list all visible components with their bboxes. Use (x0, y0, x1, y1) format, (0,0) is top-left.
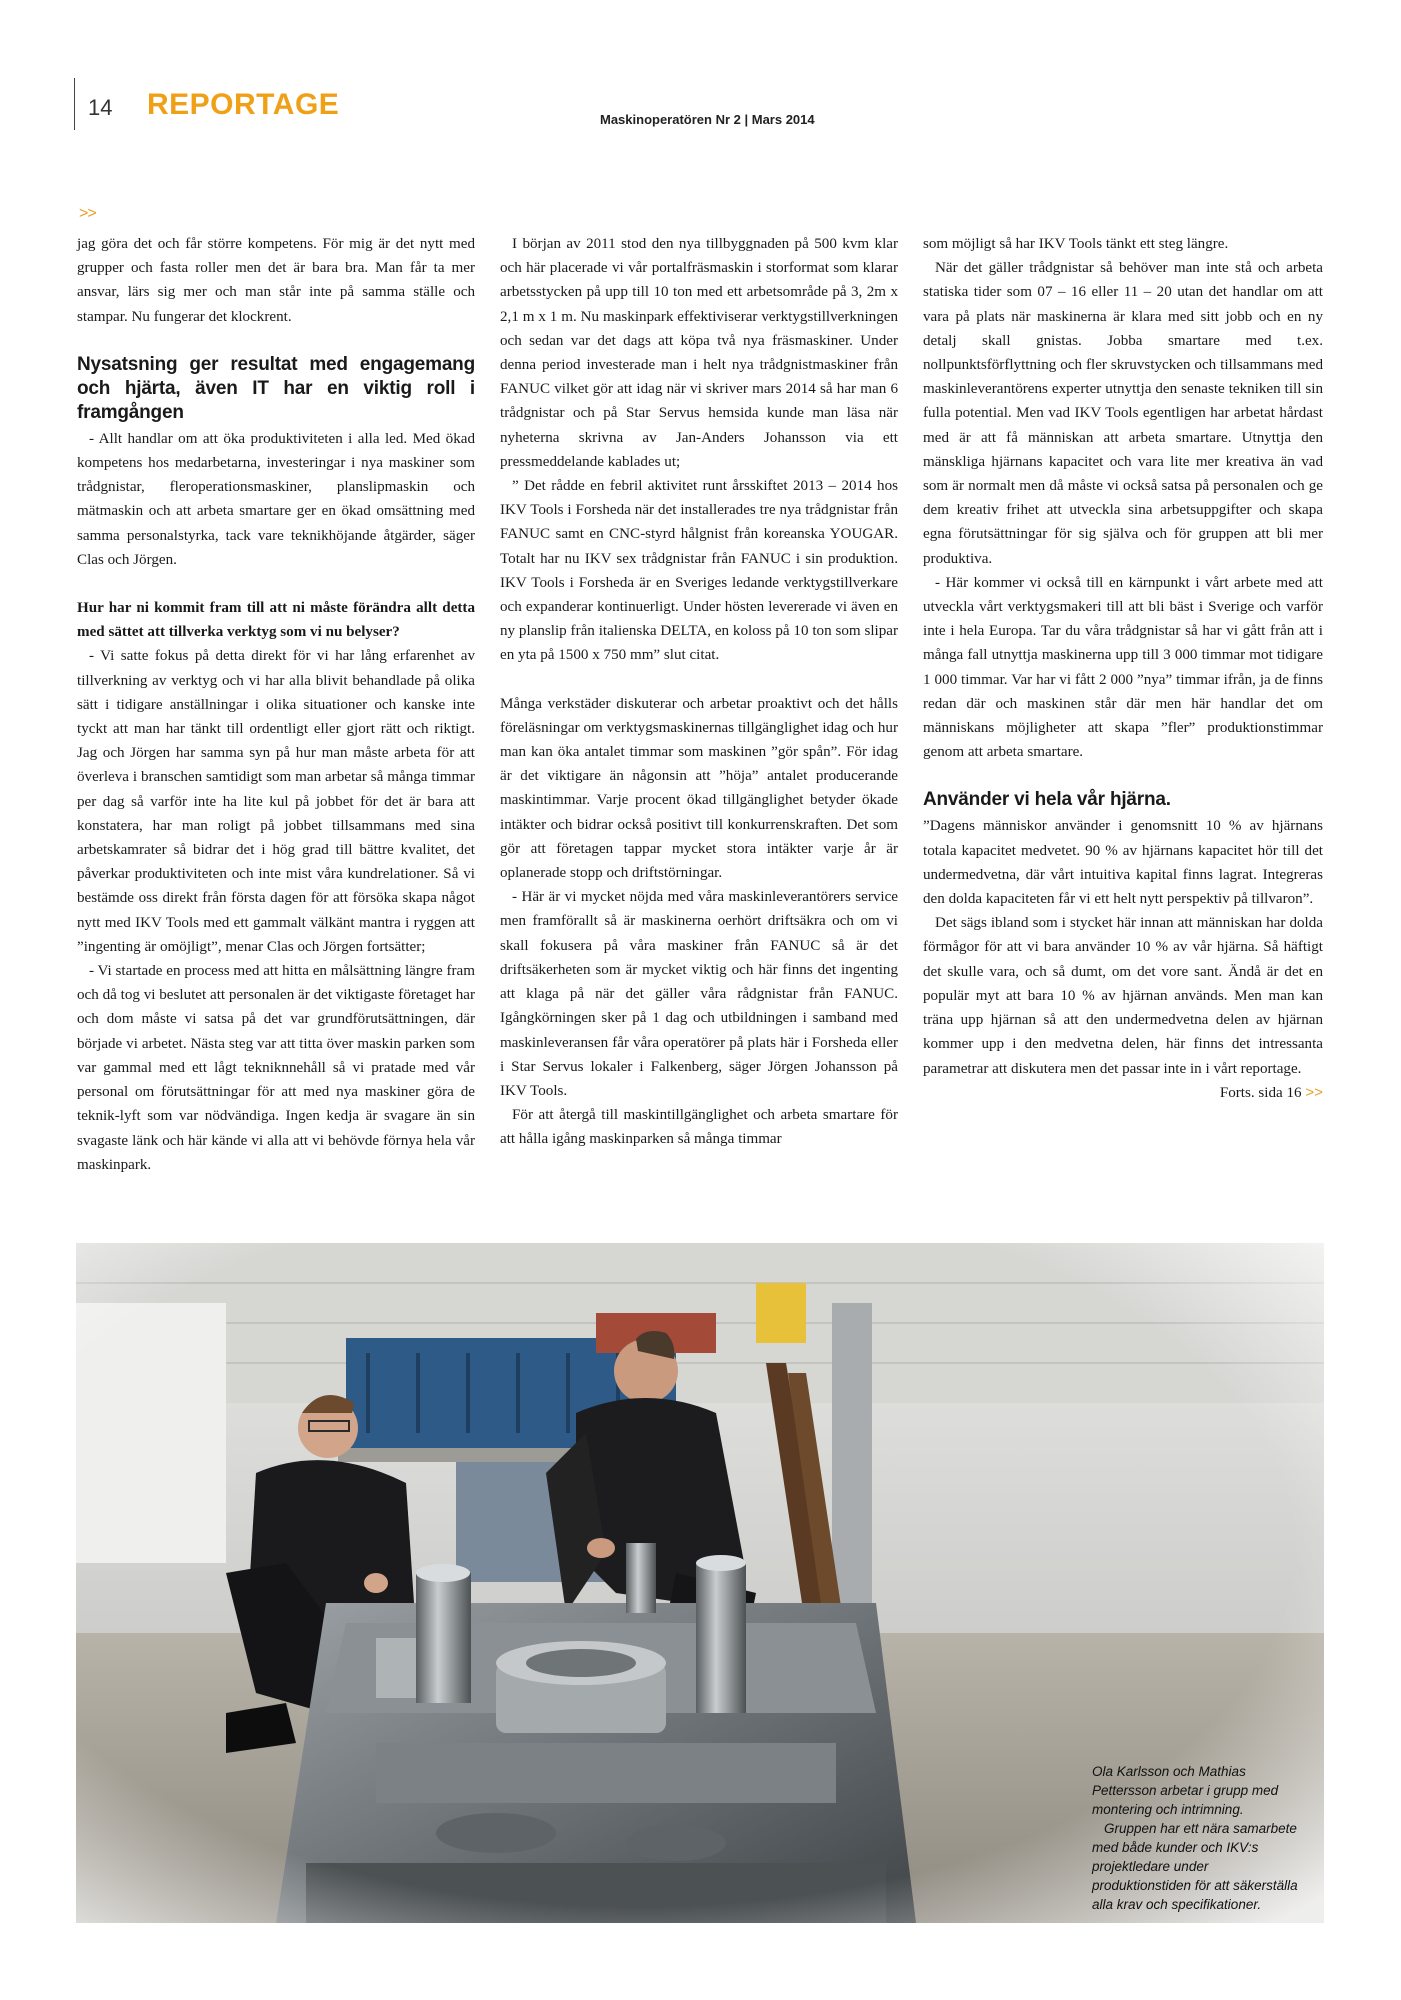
issue-line: Maskinoperatören Nr 2 | Mars 2014 (600, 112, 815, 127)
paragraph: ”Dagens människor använder i genomsnitt 10 % av hjärnans totala kapacitet medvetet. 90 % av hjärnans kapacitet hör till det undermedvetna, där vårt intuitiva kapital finns lagrat. Integreras den dolda kapaciteten får vi ett helt nytt perspektiv på tillvaron”. (923, 818, 1323, 908)
subheading: Nysatsning ger resultat med engagemang och hjärta, även IT har en viktig roll i framgången (77, 353, 475, 423)
photo-caption (1092, 1762, 1308, 1914)
paragraph: - Här är vi mycket nöjda med våra maskinleverantörers service men framförallt så är maskinerna oerhört driftsäkra och om vi skall fokusera på våra maskiner från FANUC så är det driftsäkerheten som är mycket viktig och här finns det ingenting att klaga på när det gäller våra rådgnistar från FANUC. Igångkörningen sker på 1 dag och utbildningen i samband med maskinleveransen får våra operatörer på plats här i Forsheda eller i Star Servus lokaler i Falkenberg, säger Jörgen Johansson på IKV Tools. (500, 889, 898, 1099)
paragraph: När det gäller trådgnistar så behöver man inte stå och arbeta statiska tider som 07 – 16 eller 11 – 20 utan det handlar om att vara på plats när maskinerna är klara med sitt jobb och en ny detalj skall gnistas. Jobba smartare med t.ex. nollpunktsförflyttning och fler skruvstycken och tillsammans med maskinleverantörens experter utnyttja den senaste tekniken till sin fulla potential. Men vad IKV Tools egentligen har arbetat hårdast med är att få människan att arbeta smartare. Utnyttja den mänskliga hjärnans kapacitet och vara lite mer kreativa än vad som är normalt men då måste vi också satsa på personalen och ge dem kreativ frihet att utveckla sina arbetsuppgifter och skapa egna förutsättningar för sig själva och för gruppen att bli mer produktiva. (923, 260, 1323, 567)
paragraph: - Här kommer vi också till en kärnpunkt i vårt arbete med att utveckla vårt verktygsmakeri till att bli bäst i Sverige och varför inte i hela Europa. Tar du våra trådgnistar så har vi gått från att i många fall utnyttja maskinerna upp till 3 000 timmar mot tidigare 1 000 timmar. Var har vi fått 2 000 ”nya” timmar ifrån, ja de finns redan där och maskinen står där men här handlar det om människans möjligheter att skapa ”fler” produktionstimmar genom att arbeta smartare. (923, 574, 1323, 761)
paragraph: - Allt handlar om att öka produktiviteten i alla led. Med ökad kompetens hos medarbetarna, investeringar i nya maskiner som trådgnistar, fleroperationsmaskiner, planslipmaskin och mätmaskin och att arbeta smartare ger en ökad omsättning med samma personalstyrka, tack vare teknikhöjande åtgärder, säger Clas och Jörgen. (77, 430, 475, 568)
section-title: REPORTAGE (147, 88, 340, 121)
paragraph: jag göra det och får större kompetens. För mig är det nytt med grupper och fasta roller men det är bara bra. Man får ta mer ansvar, lärs sig mer och man står inte på samma ställe och stampar. Nu fungerar det klockrent. (77, 236, 475, 325)
paragraph: I början av 2011 stod den nya tillbyggnaden på 500 kvm klar och här placerade vi vår portalfräsmaskin i storformat som klarar arbetsstycken på upp till 10 ton med ett arbetsområde på 3, 2m x 2,1 m x 1 m. Nu maskinpark effektiviserar verktygstillverkningen och sedan var det dags att köpa två nya fräsmaskiner. Under denna period investerade man i helt nya trådgnistmaskiner från FANUC vilket gör att idag när vi skriver mars 2014 så har man 6 trådgnistar och på Star Servus hemsida kunde man läsa när nyheterna skrivna av Jan-Anders Johansson via ett pressmeddelande kablades ut; (500, 236, 898, 470)
continued-marker: >> (79, 205, 96, 222)
paragraph: som möjligt så har IKV Tools tänkt ett steg längre. (923, 236, 1229, 252)
paragraph: ” Det rådde en febril aktivitet runt årsskiftet 2013 – 2014 hos IKV Tools i Forsheda när det installerades tre nya trådgnistar från FANUC samt en CNC-styrd hålgnist från koreanska YOUGAR. Totalt har nu IKV sex trådgnistar från FANUC i sin produktion. IKV Tools i Forsheda är en Sveriges ledande verktygstillverkare och expanderar kontinuerligt. Under hösten levererade vi även en ny planslip från italienska DELTA, en koloss på 10 ton som slipar en yta på 1500 x 750 mm” slut citat. (500, 478, 898, 664)
paragraph: Många verkstäder diskuterar och arbetar proaktivt och det hålls föreläsningar om verktygsmaskinernas tillgänglighet idag och hur man kan öka antalet timmar som maskinen ”gör spån”. För idag är det viktigare än någonsin att ”höja” antalet producerande maskintimmar. Varje procent ökad tillgänglighet betyder ökade intäkter och bidrar också positivt till konkurrenskraften. Det som gör att företagen tappar mycket stora intäkter varje år är oplanerade stopp och driftstörningar. (500, 695, 898, 882)
caption-line: Ola Karlsson och Mathias Pettersson arbetar i grupp med montering och intrimning. (1092, 1764, 1279, 1817)
paragraph: - Vi satte fokus på detta direkt för vi har lång erfarenhet av tillverkning av verktyg och vi har alla blivit behandlade på olika sätt i tidigare anställningar i olika situationer och kanske inte tyckt att man har tänkt till ordentligt eller gjort rätt och riktigt. Jag och Jörgen har samma syn på hur man måste arbeta för att överleva i branschen samtidigt som man arbetar så många timmar per dag så varför inte ha lite kul på jobbet för det är bara att konstatera, har man roligt på jobbet tillsammans med sina arbetskamrater så bidrar det i hög grad till bättre kvalitet, det påverkar produktiviteten och inte mist våra kundrelationer. Så vi bestämde oss direkt från första dagen för att försöka skapa något nytt med IKV Tools med ett gammalt välkänt mantra i ryggen att ”ingenting är omöjligt”, menar Clas och Jörgen fortsätter; (77, 648, 475, 955)
paragraph: - Vi startade en process med att hitta en målsättning längre fram och då tog vi beslutet att personalen är det viktigaste företaget har och dom måste vi satsa på det var grundförutsättningen, där började vi arbetet. Nästa steg var att titta över maskin parken som var gammal med ett lågt tekniknnehåll så vi pratade med vår personal om förutsättningar för att med nya maskiner göra de teknik-lyft som var nödvändiga. Ingen kedja är svagare än sin svagaste länk och här kände vi alla att vi behövde förnya hela vår maskinpark. (77, 963, 475, 1173)
page-number-rule (74, 78, 75, 130)
article-column-2 (500, 232, 898, 1152)
page-number: 14 (88, 95, 113, 120)
caption-line: Gruppen har ett nära samarbete med både kunder och IKV:s projektledare under produktionstiden för att säkerställa alla krav och specifikationer. (1092, 1821, 1298, 1912)
continued-arrow: >> (1305, 1083, 1323, 1101)
paragraph: För att återgå till maskintillgänglighet och arbeta smartare för att hålla igång maskinparken så många timmar (500, 1107, 898, 1148)
article-column-1 (77, 232, 475, 1177)
continued-on-page (923, 1081, 1323, 1105)
continued-text: Forts. sida 16 (1219, 1084, 1302, 1101)
paragraph: Det sägs ibland som i stycket här innan att människan har dolda förmågor för att vi bara använder 10 % av vår hjärna. Så häftigt det skulle vara, och så dumt, om det vore sant. Ändå är det en populär myt att bara 10 % av hjärnan används. Men man kan träna upp hjärnan så att den undermedvetna delen av hjärnan kommer upp i den medvetna delen, här finns det intressanta parametrar att diskutera men det passar inte in i vårt reportage. (923, 915, 1323, 1077)
interview-question: Hur har ni kommit fram till att ni måste förändra allt detta med sättet att tillverka verktyg som vi nu belyser? (77, 600, 475, 641)
article-column-3 (923, 232, 1323, 1105)
subheading: Använder vi hela vår hjärna. (923, 789, 1171, 811)
